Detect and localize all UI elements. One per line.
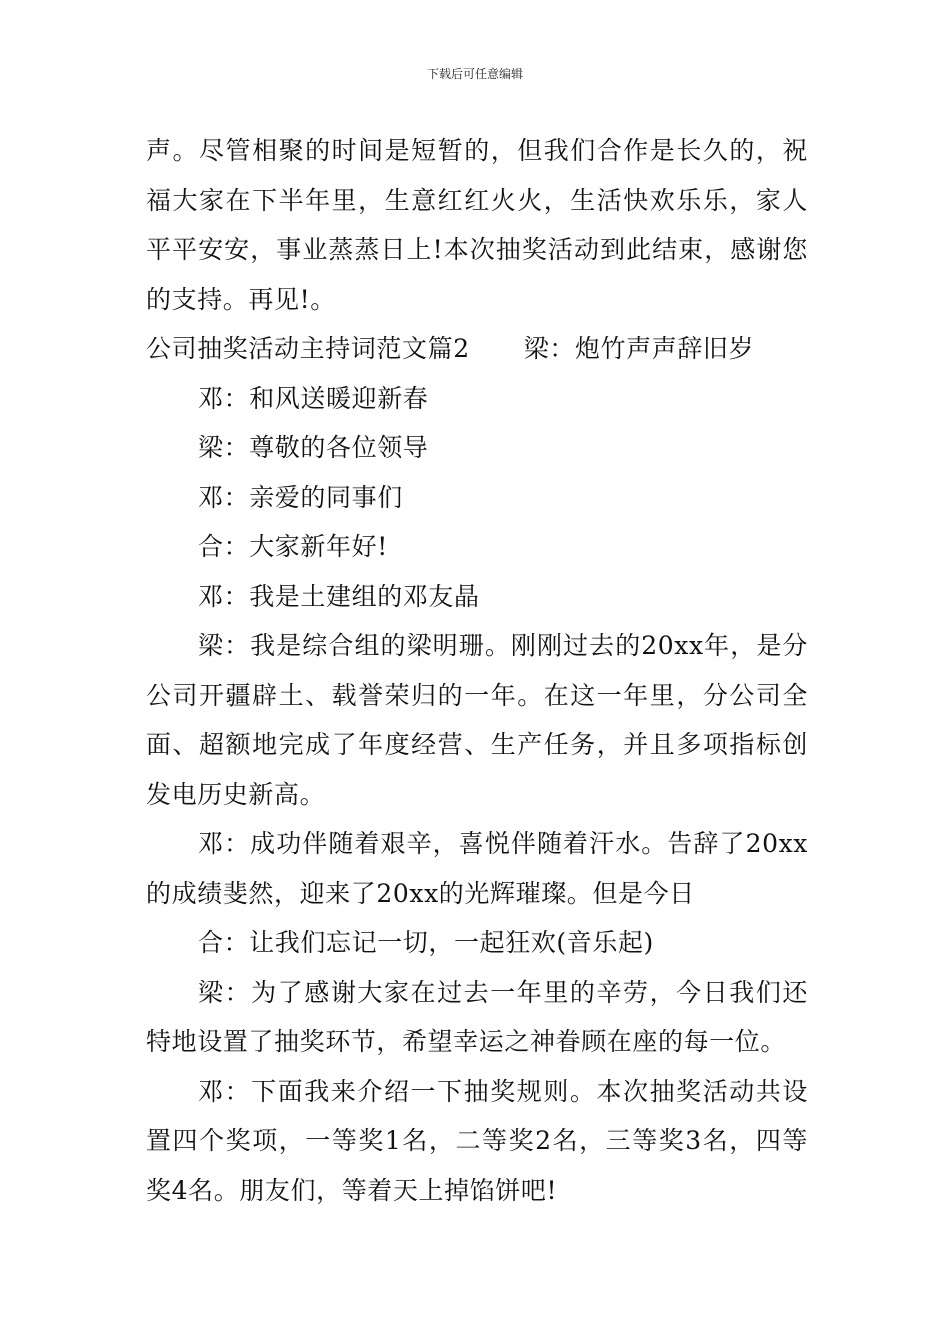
section-title-line [146,324,808,374]
section-title: 公司抽奖活动主持词范文篇2 [146,334,470,363]
dialogue-line: 邓：和风送暖迎新春 [198,383,429,413]
dialogue-line: 邓：我是土建组的邓友晶 [198,581,480,611]
page-header: 下载后可任意编辑 [426,67,523,81]
dialogue-line: 梁：我是综合组的梁明珊。刚刚过去的20xx年，是分公司开疆辟土、载誉荣归的一年。在这一年里，分公司全面、超额地完成了年度经营、生产任务，并且多项指标创发电历史新高。 [146,631,808,809]
paragraph-closing: 声。尽管相聚的时间是短暂的，但我们合作是长久的，祝福大家在下半年里，生意红红火火，生活快欢乐乐，家人平平安安，事业蒸蒸日上!本次抽奖活动到此结束，感谢您的支持。再见!。 [146,136,808,314]
dialogue-line: 合：让我们忘记一切，一起狂欢(音乐起) [198,928,654,957]
dialogue-line: 梁：为了感谢大家在过去一年里的辛劳，今日我们还特地设置了抽奖环节，希望幸运之神眷顾在座的每一位。 [146,977,808,1056]
dialogue-line-opening: 梁：炮竹声声辞旧岁 [523,334,755,363]
document-body [146,126,808,1215]
dialogue-line: 合：大家新年好! [198,532,388,561]
dialogue-line: 邓：亲爱的同事们 [198,482,403,512]
dialogue-line: 邓：成功伴随着艰辛，喜悦伴随着汗水。告辞了20xx的成绩斐然，迎来了20xx的光辉璀璨。但是今日 [146,829,808,908]
dialogue-line: 邓：下面我来介绍一下抽奖规则。本次抽奖活动共设置四个奖项，一等奖1名，二等奖2名，三等奖3名，四等奖4名。朋友们，等着天上掉馅饼吧! [146,1076,808,1205]
dialogue-line: 梁：尊敬的各位领导 [198,433,429,462]
